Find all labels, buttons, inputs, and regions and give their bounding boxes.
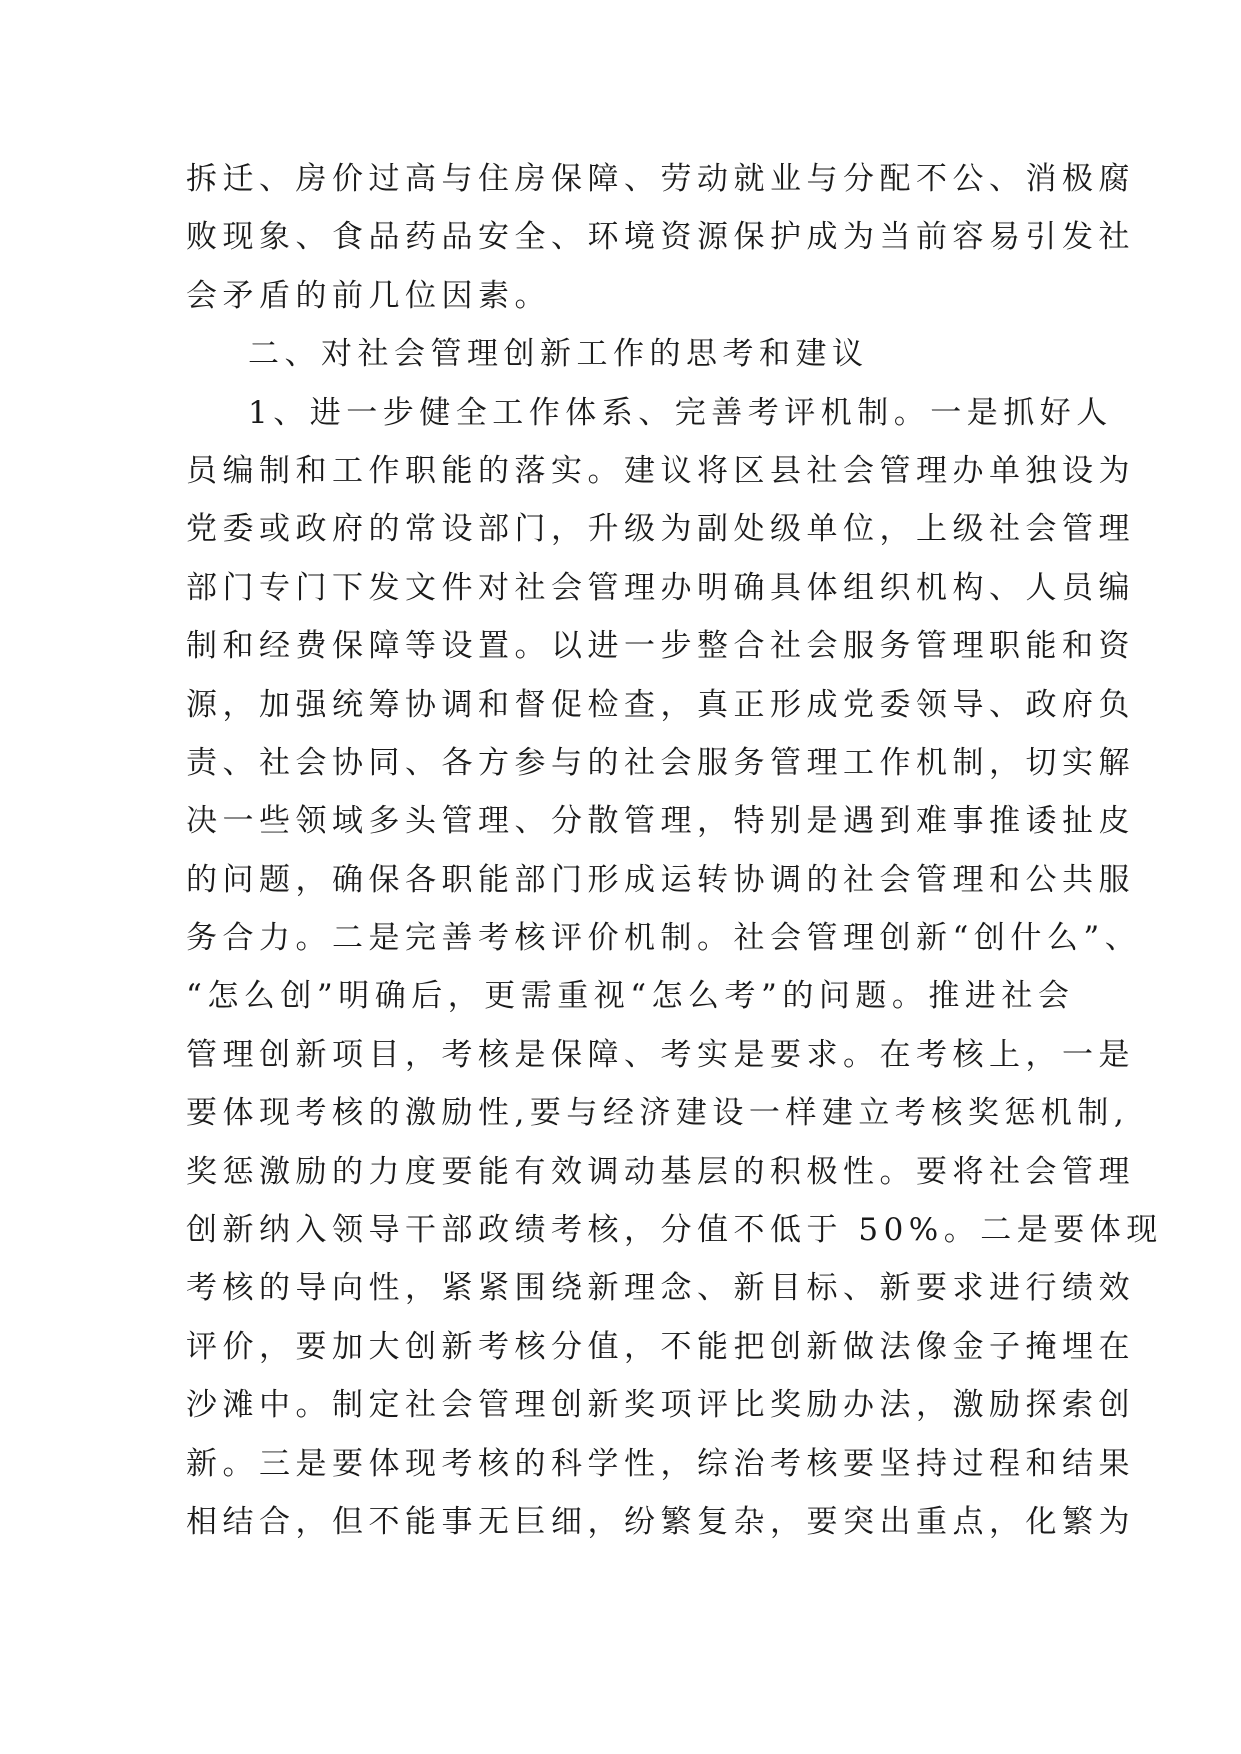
text-line: 评价，要加大创新考核分值，不能把创新做法像金子掩埋在: [186, 1328, 1135, 1365]
text-line: 员编制和工作职能的落实。建议将区县社会管理办单独设为: [186, 452, 1135, 489]
text-line: 二、对社会管理创新工作的思考和建议: [248, 336, 869, 373]
text-line: 1、进一步健全工作体系、完善考评机制。一是抓好人: [248, 394, 1113, 431]
text-line: 败现象、食品药品安全、环境资源保护成为当前容易引发社: [186, 219, 1135, 256]
text-line: 责、社会协同、各方参与的社会服务管理工作机制，切实解: [186, 744, 1135, 781]
text-line: 党委或政府的常设部门，升级为副处级单位，上级社会管理: [186, 511, 1135, 548]
text-line: 相结合，但不能事无巨细，纷繁复杂，要突出重点，化繁为: [186, 1503, 1135, 1540]
text-line: 考核的导向性，紧紧围绕新理念、新目标、新要求进行绩效: [186, 1270, 1135, 1307]
text-line: 拆迁、房价过高与住房保障、劳动就业与分配不公、消极腐: [186, 161, 1135, 197]
text-line: 制和经费保障等设置。以进一步整合社会服务管理职能和资: [186, 628, 1135, 665]
text-line: 源，加强统筹协调和督促检查，真正形成党委领导、政府负: [186, 686, 1135, 723]
text-line: 的问题，确保各职能部门形成运转协调的社会管理和公共服: [186, 861, 1135, 898]
text-line: 会矛盾的前几位因素。: [186, 277, 551, 314]
body-text: [186, 150, 1163, 1551]
text-line: 奖惩激励的力度要能有效调动基层的积极性。要将社会管理: [186, 1153, 1135, 1190]
text-line: 沙滩中。制定社会管理创新奖项评比奖励办法，激励探索创: [186, 1387, 1135, 1424]
text-line: 要体现考核的激励性,要与经济建设一样建立考核奖惩机制,: [186, 1095, 1130, 1132]
text-line: 部门专门下发文件对社会管理办明确具体组织机构、人员编: [186, 569, 1135, 606]
text-line: 创新纳入领导干部政绩考核，分值不低于 50%。二是要体现: [186, 1212, 1163, 1249]
text-line: “怎么创”明确后，更需重视“怎么考”的问题。推进社会: [186, 978, 1075, 1015]
text-line: 决一些领域多头管理、分散管理，特别是遇到难事推诿扯皮: [186, 803, 1135, 840]
text-line: 管理创新项目，考核是保障、考实是要求。在考核上，一是: [186, 1036, 1135, 1073]
text-line: 务合力。二是完善考核评价机制。社会管理创新“创什么”、: [186, 920, 1142, 957]
text-line: 新。三是要体现考核的科学性，综治考核要坚持过程和结果: [186, 1445, 1135, 1482]
